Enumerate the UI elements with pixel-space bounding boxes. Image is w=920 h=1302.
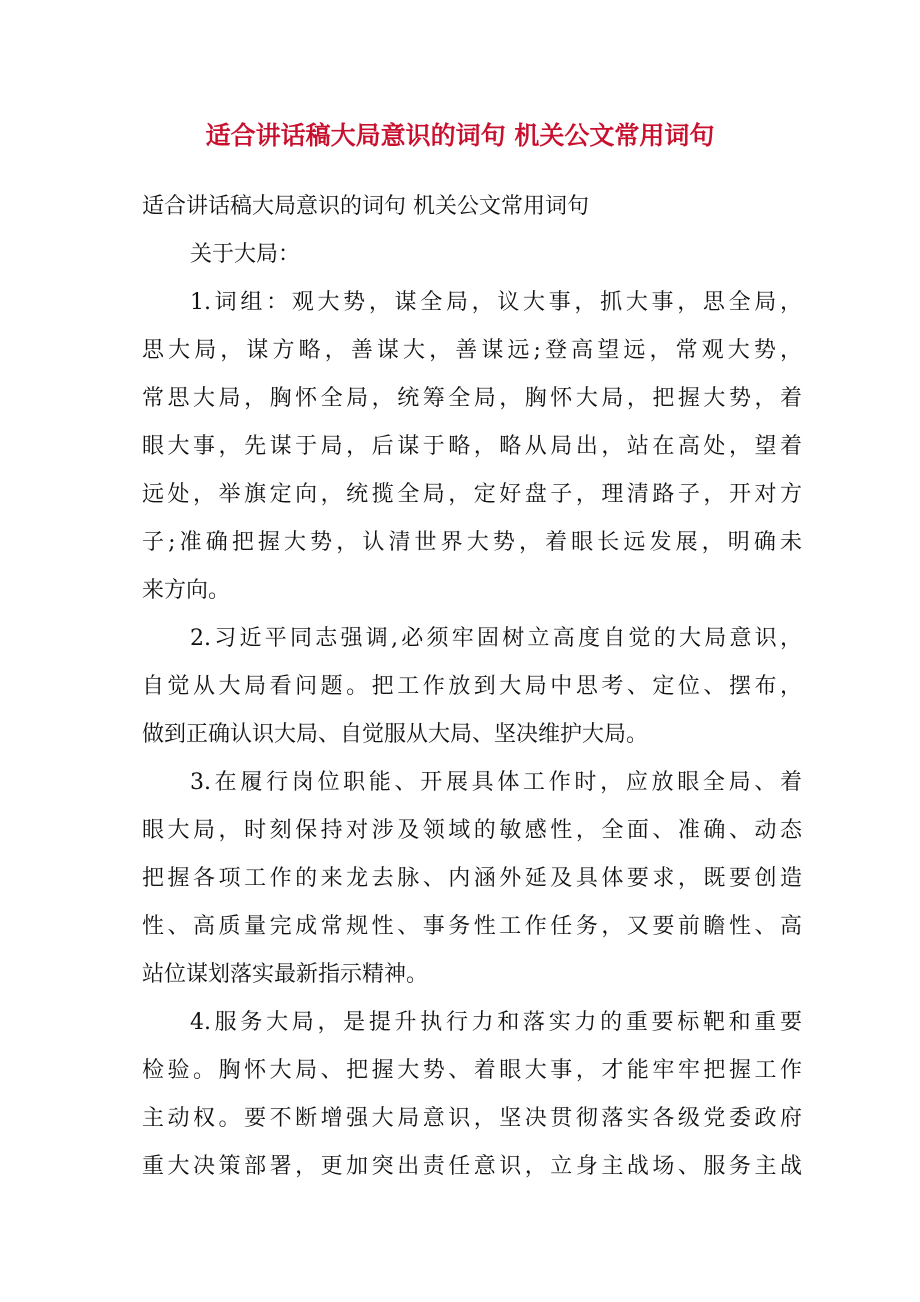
- paragraph-1-line: 远处，举旗定向，统揽全局，定好盘子，理清路子，开对方: [142, 482, 802, 507]
- paragraph-1-line: 思大局，谋方略，善谋大，善谋远;登高望远，常观大势，: [142, 338, 802, 363]
- document-subtitle: 适合讲话稿大局意识的词句 机关公文常用词句: [142, 194, 589, 219]
- paragraph-1-line: 常思大局，胸怀全局，统筹全局，胸怀大局，把握大势，着: [142, 386, 802, 411]
- paragraph-2-line: 做到正确认识大局、自觉服从大局、坚决维护大局。: [142, 722, 649, 747]
- paragraph-3-line: 站位谋划落实最新指示精神。: [142, 962, 429, 987]
- paragraph-4-line: 主动权。要不断增强大局意识，坚决贯彻落实各级党委政府: [142, 1106, 802, 1131]
- paragraph-3-line: 把握各项工作的来龙去脉、内涵外延及具体要求，既要创造: [142, 866, 802, 891]
- paragraph-1-line: 眼大事，先谋于局，后谋于略，略从局出，站在高处，望着: [142, 434, 802, 459]
- paragraph-1-line: 子;准确把握大势，认清世界大势，着眼长远发展，明确未: [142, 530, 802, 555]
- paragraph-3-line: 性、高质量完成常规性、事务性工作任务，又要前瞻性、高: [142, 914, 802, 939]
- section-heading: 关于大局：: [190, 242, 301, 267]
- paragraph-3-line: 3.在履行岗位职能、开展具体工作时，应放眼全局、着: [190, 770, 802, 795]
- paragraph-1-line: 来方向。: [142, 578, 231, 603]
- paragraph-4-line: 4.服务大局，是提升执行力和落实力的重要标靶和重要: [190, 1010, 802, 1035]
- paragraph-2-line: 自觉从大局看问题。把工作放到大局中思考、定位、摆布，: [142, 674, 802, 699]
- paragraph-1-line: 1.词组：观大势，谋全局，议大事，抓大事，思全局，: [190, 290, 802, 315]
- paragraph-4-line: 检验。胸怀大局、把握大势、着眼大事，才能牢牢把握工作: [142, 1058, 802, 1083]
- paragraph-3-line: 眼大局，时刻保持对涉及领域的敏感性，全面、准确、动态: [142, 818, 802, 843]
- document-title: 适合讲话稿大局意识的词句 机关公文常用词句: [205, 121, 715, 150]
- paragraph-2-line: 2.习近平同志强调,必须牢固树立高度自觉的大局意识，: [190, 626, 802, 651]
- paragraph-4-line: 重大决策部署，更加突出责任意识，立身主战场、服务主战: [142, 1154, 802, 1179]
